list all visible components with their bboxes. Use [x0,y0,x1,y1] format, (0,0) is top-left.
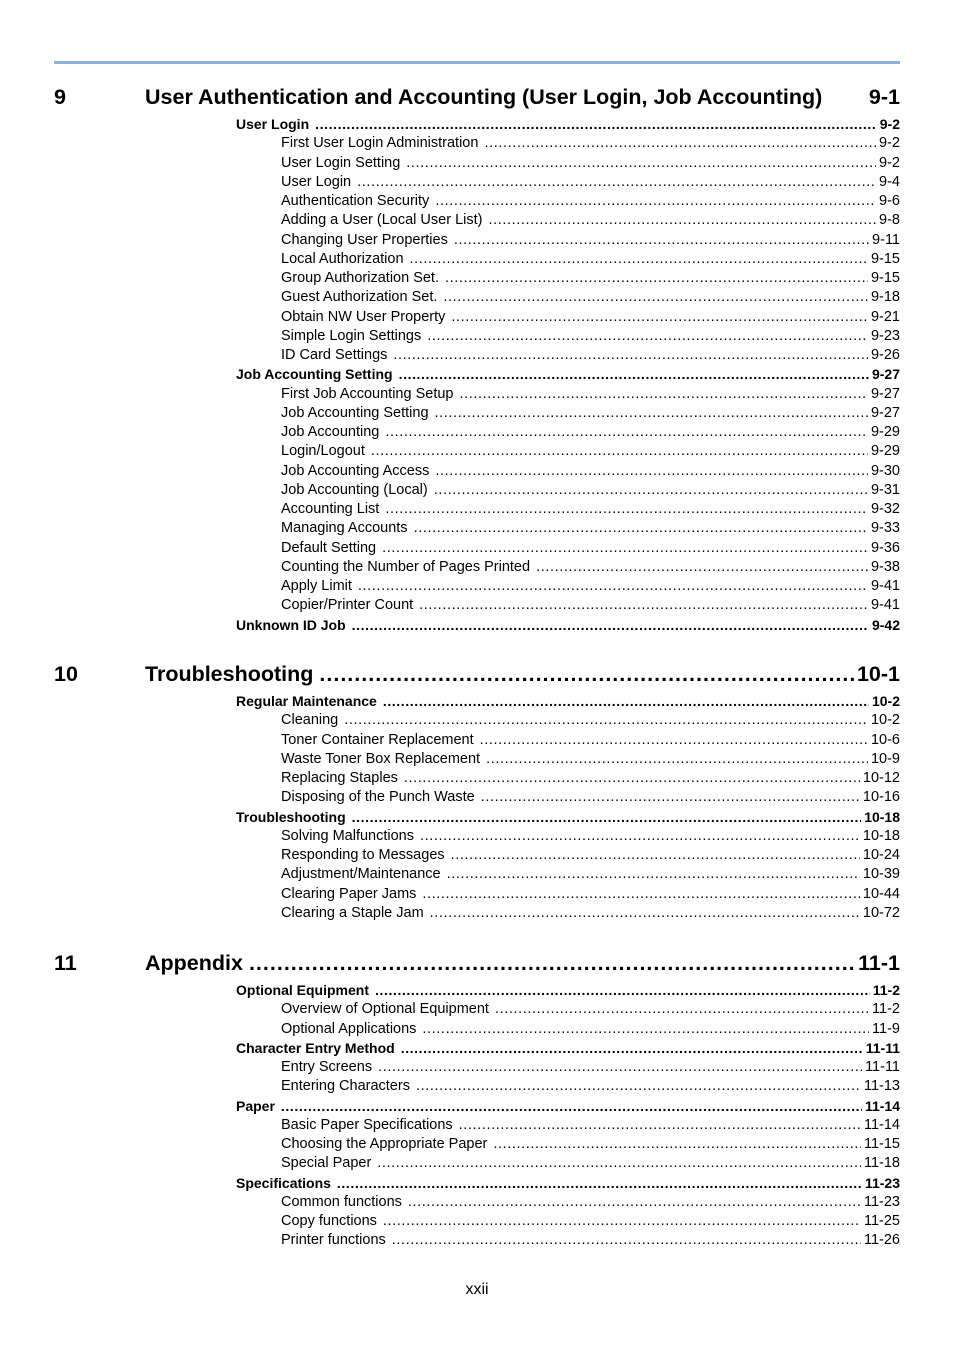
entry-title: Group Authorization Set. [281,270,439,286]
entry-page: 11-14 [864,1097,900,1114]
entry-title: Troubleshooting [236,808,346,825]
chapter-title: Appendix [145,951,243,975]
dot-leader [358,577,868,596]
dot-leader [377,1154,861,1173]
entry-page: 9-11 [872,231,900,248]
chapter-heading[interactable] [54,82,900,112]
toc-subsection-entry[interactable] [0,385,900,404]
dot-leader [420,827,860,846]
toc-subsection-entry[interactable] [0,1212,900,1231]
dot-leader [344,711,868,730]
entry-page: 9-33 [870,520,900,537]
chapter-number: 11 [54,951,77,975]
dot-leader [460,385,868,404]
entry-page: 11-13 [863,1078,900,1095]
chapter-number: 9 [54,85,66,109]
entry-title: Guest Authorization Set. [281,289,438,306]
entry-page: 9-41 [870,578,900,594]
entry-title: ID Card Settings [281,347,388,363]
toc-subsection-entry[interactable] [0,1135,900,1154]
entry-title: Solving Malfunctions [281,827,414,844]
entry-page: 9-2 [879,154,900,171]
toc-subsection-entry[interactable] [0,558,900,577]
toc-subsection-entry[interactable] [0,865,900,884]
dot-leader [435,462,868,481]
entry-title: Optional Equipment [236,982,369,998]
entry-title: Job Accounting Access [281,462,430,479]
entry-page: 9-27 [870,404,900,421]
entry-page: 10-18 [864,808,900,825]
dot-leader [486,750,868,769]
dot-leader [435,192,876,211]
toc-subsection-entry[interactable] [0,596,900,615]
dot-leader [434,481,868,500]
entry-page: 9-41 [870,597,900,614]
entry-title: Common functions [281,1193,402,1210]
entry-page: 10-2 [870,712,900,729]
dot-leader [352,808,862,827]
entry-title: Basic Paper Specifications [281,1116,453,1133]
entry-title: Job Accounting [281,424,380,440]
toc-subsection-entry[interactable] [0,500,900,519]
dot-leader [375,981,870,1000]
chapter-page: 10-1 [856,662,900,686]
dot-leader [337,1174,862,1193]
entry-page: 11-11 [865,1039,900,1056]
entry-title: Cleaning [281,712,339,729]
entry-page: 11-26 [863,1232,900,1249]
entry-title: Clearing Paper Jams [281,885,417,902]
entry-title: Printer functions [281,1232,386,1249]
entry-title: Choosing the Appropriate Paper [281,1136,488,1152]
entry-title: Waste Toner Box Replacement [281,750,481,767]
entry-title: Obtain NW User Property [281,308,446,325]
dot-leader [382,539,868,558]
toc-subsection-entry[interactable] [0,904,900,923]
dot-leader [392,1231,861,1250]
dot-leader [383,692,869,711]
entry-title: Paper [236,1097,275,1114]
entry-page: 11-25 [863,1213,900,1229]
entry-title: First Job Accounting Setup [281,385,454,402]
entry-page: 10-12 [862,770,900,786]
toc-subsection-entry[interactable] [0,1000,900,1019]
entry-title: Changing User Properties [281,231,448,248]
toc-subsection-entry[interactable] [0,423,900,442]
toc-subsection-entry[interactable] [0,885,900,904]
entry-title: Job Accounting Setting [236,366,393,383]
entry-page: 9-6 [879,193,900,209]
dot-leader [419,596,868,615]
entry-title: User Login Setting [281,154,401,171]
entry-title: Overview of Optional Equipment [281,1001,489,1018]
page-number: xxii [465,1281,489,1298]
toc-subsection-entry[interactable] [0,250,900,269]
entry-title: Responding to Messages [281,847,445,863]
toc-subsection-entry[interactable] [0,327,900,346]
entry-page: 10-24 [862,847,900,863]
toc-section-entry[interactable] [0,365,900,384]
toc-subsection-entry[interactable] [0,154,900,173]
chapter-heading[interactable] [54,659,900,689]
entry-page: 9-15 [870,250,900,267]
dot-leader [443,288,868,307]
entry-title: Local Authorization [281,250,404,267]
chapter-number: 10 [54,662,78,686]
dot-leader [319,659,854,689]
entry-title: Authentication Security [281,193,430,209]
entry-title: First User Login Administration [281,135,479,152]
entry-page: 10-9 [870,750,900,767]
entry-page: 9-8 [879,212,900,229]
dot-leader [399,365,869,384]
toc-subsection-entry[interactable] [0,442,900,461]
entry-title: Character Entry Method [236,1039,395,1056]
toc-section-entry[interactable] [0,692,900,711]
toc-subsection-entry[interactable] [0,308,900,327]
chapter-title-line [145,948,900,978]
toc-subsection-entry[interactable] [0,481,900,500]
dot-leader [427,327,868,346]
toc-subsection-entry[interactable] [0,731,900,750]
entry-page: 11-11 [865,1059,900,1075]
dot-leader [352,616,869,635]
entry-page: 9-38 [870,558,900,575]
chapter-title-line [145,659,900,689]
dot-leader [281,1097,862,1116]
entry-page: 9-27 [871,366,900,383]
entry-page: 10-2 [871,693,900,709]
entry-title: User Login [281,173,352,190]
entry-title: Copier/Printer Count [281,597,414,614]
entry-page: 9-23 [870,327,900,344]
toc-section-entry[interactable] [0,115,900,134]
entry-page: 9-26 [870,347,900,363]
dot-leader [385,423,868,442]
chapter-title: Troubleshooting [145,662,314,686]
entry-page: 9-2 [879,135,900,152]
toc-subsection-entry[interactable] [0,288,900,307]
dot-leader [484,134,876,153]
toc-subsection-entry[interactable] [0,519,900,538]
dot-leader [488,211,876,230]
entry-page: 9-31 [870,481,900,498]
dot-leader [371,442,868,461]
entry-page: 10-18 [862,827,900,844]
entry-page: 10-16 [862,789,900,806]
toc-subsection-entry[interactable] [0,1193,900,1212]
toc-subsection-entry[interactable] [0,462,900,481]
entry-title: Entering Characters [281,1078,410,1095]
toc-subsection-entry[interactable] [0,1058,900,1077]
toc-subsection-entry[interactable] [0,1020,900,1039]
dot-leader [385,500,868,519]
entry-title: Copy functions [281,1213,377,1229]
toc-subsection-entry[interactable] [0,846,900,865]
toc-subsection-entry[interactable] [0,827,900,846]
toc-subsection-entry[interactable] [0,750,900,769]
entry-page: 11-9 [872,1020,900,1037]
entry-page: 9-18 [870,289,900,306]
dot-leader [454,231,869,250]
entry-page: 9-36 [870,539,900,556]
toc-section-entry[interactable] [0,981,900,1000]
dot-leader [435,404,868,423]
entry-page: 10-44 [862,885,900,902]
entry-title: Adding a User (Local User List) [281,212,483,229]
toc-subsection-entry[interactable] [0,1154,900,1173]
toc-subsection-entry[interactable] [0,192,900,211]
toc-section-entry[interactable] [0,1097,900,1116]
dot-leader [404,769,860,788]
toc-subsection-entry[interactable] [0,1231,900,1250]
entry-title: Accounting List [281,501,380,517]
toc-subsection-entry[interactable] [0,769,900,788]
dot-leader [357,173,876,192]
entry-title: Job Accounting (Local) [281,481,428,498]
entry-title: Disposing of the Punch Waste [281,789,475,806]
entry-title: Specifications [236,1174,331,1191]
dot-leader [410,250,868,269]
dot-leader [447,865,860,884]
dot-leader [459,1116,861,1135]
dot-leader [249,948,855,978]
chapter-page: 11-1 [858,951,900,975]
toc-subsection-entry[interactable] [0,404,900,423]
entry-title: User Login [236,116,310,132]
entry-page: 9-27 [870,385,900,402]
dot-leader [451,846,860,865]
toc-subsection-entry[interactable] [0,788,900,807]
toc-section-entry[interactable] [0,616,900,635]
entry-page: 9-29 [870,424,900,440]
toc-section-entry[interactable] [0,808,900,827]
toc-section-entry[interactable] [0,1174,900,1193]
dot-leader [493,1135,861,1154]
entry-title: Default Setting [281,539,377,556]
entry-title: Managing Accounts [281,520,408,537]
entry-title: Replacing Staples [281,770,398,786]
entry-page: 9-32 [870,501,900,517]
dot-leader [383,1212,861,1231]
toc-subsection-entry[interactable] [0,577,900,596]
dot-leader [445,269,868,288]
toc-section-entry[interactable] [0,1039,900,1058]
toc-subsection-entry[interactable] [0,1116,900,1135]
chapter-title: User Authentication and Accounting (User Login, Job Accounting) [145,85,823,109]
toc-subsection-entry[interactable] [0,269,900,288]
entry-title: Special Paper [281,1155,372,1172]
dot-leader [451,308,868,327]
entry-page: 11-23 [864,1174,900,1191]
top-rule [54,61,900,64]
entry-page: 9-4 [879,173,900,190]
dot-leader [378,1058,862,1077]
entry-title: Unknown ID Job [236,616,346,633]
entry-title: Entry Screens [281,1059,373,1075]
entry-page: 9-29 [870,443,900,460]
dot-leader [422,885,860,904]
dot-leader [416,1077,861,1096]
toc-subsection-entry[interactable] [0,539,900,558]
toc-subsection-entry[interactable] [0,211,900,230]
entry-title: Optional Applications [281,1020,417,1037]
toc-subsection-entry[interactable] [0,1077,900,1096]
dot-leader [495,1000,869,1019]
dot-leader [481,788,860,807]
entry-title: Simple Login Settings [281,327,422,344]
dot-leader [430,904,860,923]
entry-page: 9-42 [871,616,900,633]
entry-page: 9-15 [870,270,900,286]
entry-page: 11-2 [872,982,900,998]
dot-leader [401,1039,863,1058]
entry-page: 11-18 [863,1155,900,1172]
entry-title: Apply Limit [281,578,352,594]
entry-page: 10-39 [862,866,900,883]
dot-leader [480,731,868,750]
entry-title: Adjustment/Maintenance [281,866,441,883]
entry-page: 10-72 [862,904,900,921]
chapter-title-line [145,82,900,112]
entry-page: 11-2 [872,1001,900,1018]
dot-leader [422,1020,869,1039]
dot-leader [393,346,868,365]
entry-title: Regular Maintenance [236,693,377,709]
entry-page: 11-23 [863,1193,900,1210]
entry-page: 10-6 [870,731,900,748]
toc-subsection-entry[interactable] [0,231,900,250]
toc-subsection-entry[interactable] [0,173,900,192]
entry-title: Clearing a Staple Jam [281,904,424,921]
toc-subsection-entry[interactable] [0,346,900,365]
dot-leader [536,558,868,577]
entry-page: 9-21 [870,308,900,325]
entry-title: Login/Logout [281,443,365,460]
entry-page: 11-15 [863,1136,900,1152]
entry-page: 11-14 [863,1116,900,1133]
entry-title: Counting the Number of Pages Printed [281,558,531,575]
chapter-heading[interactable] [54,948,900,978]
dot-leader [408,1193,861,1212]
entry-page: 9-2 [879,116,900,132]
toc-subsection-entry[interactable] [0,711,900,730]
dot-leader [315,115,877,134]
dot-leader [414,519,868,538]
chapter-page: 9-1 [868,85,900,109]
toc-subsection-entry[interactable] [0,134,900,153]
entry-title: Job Accounting Setting [281,404,429,421]
entry-title: Toner Container Replacement [281,731,474,748]
entry-page: 9-30 [870,462,900,479]
dot-leader [406,154,876,173]
